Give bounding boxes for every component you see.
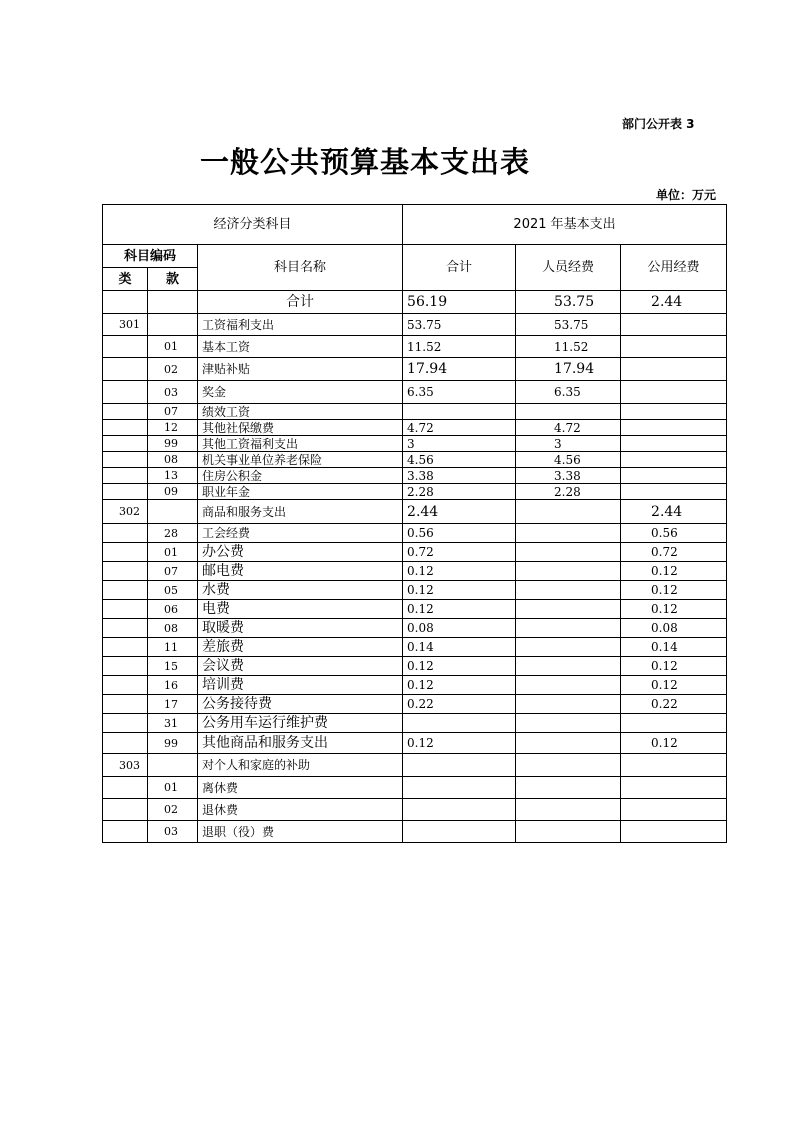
cell-kuan: 16	[148, 676, 198, 695]
cell-public	[621, 714, 727, 733]
cell-total: 0.12	[403, 562, 516, 581]
cell-name: 退职（役）费	[198, 821, 403, 843]
cell-kuan: 11	[148, 638, 198, 657]
cell-personnel	[516, 676, 621, 695]
cell-name: 商品和服务支出	[198, 500, 403, 524]
cell-total	[403, 799, 516, 821]
cell-personnel	[516, 799, 621, 821]
form-number: 部门公开表 3	[622, 117, 695, 131]
table-row	[103, 543, 727, 562]
cell-name: 合计	[198, 291, 403, 314]
cell-kuan: 08	[148, 452, 198, 468]
table-row	[103, 452, 727, 468]
cell-total: 6.35	[403, 381, 516, 404]
cell-personnel: 53.75	[516, 314, 621, 336]
cell-name: 离休费	[198, 777, 403, 799]
cell-personnel	[516, 638, 621, 657]
header-2021-basic-expenditure: 2021 年基本支出	[403, 205, 727, 245]
cell-kuan	[148, 500, 198, 524]
cell-lei	[103, 638, 148, 657]
cell-public: 2.44	[621, 500, 727, 524]
cell-public	[621, 754, 727, 777]
cell-lei	[103, 452, 148, 468]
cell-lei	[103, 600, 148, 619]
cell-public	[621, 821, 727, 843]
cell-kuan: 08	[148, 619, 198, 638]
cell-name: 绩效工资	[198, 404, 403, 420]
cell-personnel: 3	[516, 436, 621, 452]
cell-total: 0.12	[403, 657, 516, 676]
cell-public	[621, 336, 727, 358]
cell-kuan: 06	[148, 600, 198, 619]
table-row	[103, 657, 727, 676]
cell-public: 0.22	[621, 695, 727, 714]
cell-name: 公务接待费	[198, 695, 403, 714]
cell-public: 0.12	[621, 733, 727, 754]
table-row	[103, 314, 727, 336]
page-title: 一般公共预算基本支出表	[200, 145, 531, 179]
cell-personnel	[516, 404, 621, 420]
cell-lei	[103, 381, 148, 404]
cell-lei	[103, 821, 148, 843]
table-row	[103, 821, 727, 843]
cell-public	[621, 777, 727, 799]
cell-kuan: 15	[148, 657, 198, 676]
cell-kuan: 02	[148, 358, 198, 381]
cell-name: 差旅费	[198, 638, 403, 657]
cell-lei	[103, 562, 148, 581]
table-row	[103, 777, 727, 799]
cell-personnel	[516, 562, 621, 581]
cell-public	[621, 381, 727, 404]
table-row	[103, 484, 727, 500]
cell-kuan: 01	[148, 543, 198, 562]
cell-kuan: 12	[148, 420, 198, 436]
cell-kuan: 07	[148, 562, 198, 581]
cell-kuan: 02	[148, 799, 198, 821]
cell-name: 工资福利支出	[198, 314, 403, 336]
cell-total: 0.08	[403, 619, 516, 638]
cell-lei	[103, 420, 148, 436]
table-row	[103, 562, 727, 581]
cell-personnel	[516, 500, 621, 524]
cell-lei	[103, 543, 148, 562]
cell-name: 培训费	[198, 676, 403, 695]
cell-personnel: 4.56	[516, 452, 621, 468]
cell-total: 3.38	[403, 468, 516, 484]
header-row-group	[103, 205, 727, 245]
cell-kuan: 05	[148, 581, 198, 600]
cell-kuan: 03	[148, 821, 198, 843]
cell-total: 0.12	[403, 581, 516, 600]
table-row-total	[103, 291, 727, 314]
cell-kuan: 13	[148, 468, 198, 484]
cell-total: 4.72	[403, 420, 516, 436]
cell-personnel	[516, 657, 621, 676]
cell-public	[621, 436, 727, 452]
cell-personnel	[516, 524, 621, 543]
cell-personnel	[516, 821, 621, 843]
cell-kuan: 03	[148, 381, 198, 404]
cell-lei	[103, 524, 148, 543]
cell-personnel	[516, 619, 621, 638]
cell-personnel	[516, 543, 621, 562]
cell-name: 退休费	[198, 799, 403, 821]
cell-total: 0.72	[403, 543, 516, 562]
cell-personnel: 2.28	[516, 484, 621, 500]
cell-public: 0.56	[621, 524, 727, 543]
cell-lei	[103, 619, 148, 638]
cell-name: 其他商品和服务支出	[198, 733, 403, 754]
header-personnel-expense: 人员经费	[516, 245, 621, 291]
cell-lei: 303	[103, 754, 148, 777]
table-row	[103, 638, 727, 657]
cell-personnel	[516, 600, 621, 619]
cell-lei	[103, 733, 148, 754]
table-row	[103, 733, 727, 754]
cell-lei	[103, 404, 148, 420]
cell-total: 2.28	[403, 484, 516, 500]
cell-public: 0.12	[621, 657, 727, 676]
cell-lei	[103, 714, 148, 733]
cell-name: 职业年金	[198, 484, 403, 500]
budget-table	[102, 204, 727, 843]
table-row	[103, 799, 727, 821]
cell-total	[403, 821, 516, 843]
cell-personnel	[516, 754, 621, 777]
cell-personnel	[516, 733, 621, 754]
cell-personnel	[516, 714, 621, 733]
cell-name: 工会经费	[198, 524, 403, 543]
cell-public	[621, 420, 727, 436]
header-total: 合计	[403, 245, 516, 291]
table-row	[103, 468, 727, 484]
table-row	[103, 436, 727, 452]
cell-kuan: 01	[148, 336, 198, 358]
cell-lei	[103, 777, 148, 799]
cell-public	[621, 799, 727, 821]
cell-lei: 301	[103, 314, 148, 336]
table-row	[103, 714, 727, 733]
header-kuan: 款	[148, 268, 198, 291]
cell-public	[621, 358, 727, 381]
cell-name: 会议费	[198, 657, 403, 676]
cell-public: 0.72	[621, 543, 727, 562]
cell-personnel: 4.72	[516, 420, 621, 436]
table-row	[103, 358, 727, 381]
cell-name: 电费	[198, 600, 403, 619]
cell-name: 取暖费	[198, 619, 403, 638]
cell-name: 对个人和家庭的补助	[198, 754, 403, 777]
cell-kuan: 31	[148, 714, 198, 733]
cell-public	[621, 452, 727, 468]
cell-personnel: 6.35	[516, 381, 621, 404]
header-economic-category: 经济分类科目	[103, 205, 403, 245]
cell-name: 住房公积金	[198, 468, 403, 484]
cell-name: 公务用车运行维护费	[198, 714, 403, 733]
header-subject-code: 科目编码	[103, 245, 198, 268]
cell-kuan: 07	[148, 404, 198, 420]
cell-lei: 302	[103, 500, 148, 524]
header-row-code	[103, 245, 727, 268]
cell-kuan	[148, 314, 198, 336]
cell-name: 基本工资	[198, 336, 403, 358]
cell-personnel	[516, 581, 621, 600]
cell-personnel: 11.52	[516, 336, 621, 358]
cell-total: 4.56	[403, 452, 516, 468]
cell-name: 其他社保缴费	[198, 420, 403, 436]
table-row	[103, 336, 727, 358]
cell-lei	[103, 676, 148, 695]
cell-kuan	[148, 291, 198, 314]
cell-total: 2.44	[403, 500, 516, 524]
cell-personnel: 3.38	[516, 468, 621, 484]
cell-total	[403, 714, 516, 733]
cell-public: 0.12	[621, 562, 727, 581]
cell-total: 53.75	[403, 314, 516, 336]
cell-name: 水费	[198, 581, 403, 600]
cell-kuan: 17	[148, 695, 198, 714]
cell-public: 2.44	[621, 291, 727, 314]
cell-lei	[103, 695, 148, 714]
cell-total: 17.94	[403, 358, 516, 381]
cell-name: 机关事业单位养老保险	[198, 452, 403, 468]
cell-total: 0.12	[403, 676, 516, 695]
header-subject-name: 科目名称	[198, 245, 403, 291]
cell-name: 奖金	[198, 381, 403, 404]
cell-lei	[103, 484, 148, 500]
table-row	[103, 600, 727, 619]
cell-total	[403, 404, 516, 420]
cell-lei	[103, 581, 148, 600]
cell-public: 0.12	[621, 581, 727, 600]
header-lei: 类	[103, 268, 148, 291]
cell-total: 11.52	[403, 336, 516, 358]
cell-kuan	[148, 754, 198, 777]
cell-lei	[103, 291, 148, 314]
cell-personnel: 53.75	[516, 291, 621, 314]
cell-total: 0.22	[403, 695, 516, 714]
cell-kuan: 01	[148, 777, 198, 799]
cell-name: 津贴补贴	[198, 358, 403, 381]
table-body	[103, 205, 727, 843]
table-row	[103, 500, 727, 524]
cell-total: 3	[403, 436, 516, 452]
cell-public	[621, 314, 727, 336]
table-row	[103, 404, 727, 420]
table-row	[103, 524, 727, 543]
table-row	[103, 420, 727, 436]
cell-total: 0.14	[403, 638, 516, 657]
cell-name: 办公费	[198, 543, 403, 562]
unit-label: 单位：万元	[656, 188, 717, 202]
cell-personnel: 17.94	[516, 358, 621, 381]
cell-total: 0.12	[403, 733, 516, 754]
table-row	[103, 754, 727, 777]
cell-lei	[103, 358, 148, 381]
cell-kuan: 09	[148, 484, 198, 500]
table-row	[103, 581, 727, 600]
cell-total	[403, 754, 516, 777]
cell-personnel	[516, 777, 621, 799]
cell-kuan: 28	[148, 524, 198, 543]
cell-public: 0.12	[621, 600, 727, 619]
cell-kuan: 99	[148, 733, 198, 754]
cell-lei	[103, 799, 148, 821]
cell-total	[403, 777, 516, 799]
cell-lei	[103, 436, 148, 452]
cell-public	[621, 468, 727, 484]
table-row	[103, 695, 727, 714]
cell-public	[621, 484, 727, 500]
cell-lei	[103, 468, 148, 484]
cell-personnel	[516, 695, 621, 714]
cell-name: 其他工资福利支出	[198, 436, 403, 452]
cell-total: 0.12	[403, 600, 516, 619]
table-row	[103, 676, 727, 695]
table-row	[103, 619, 727, 638]
cell-lei	[103, 657, 148, 676]
cell-public: 0.14	[621, 638, 727, 657]
cell-kuan: 99	[148, 436, 198, 452]
cell-public: 0.12	[621, 676, 727, 695]
cell-name: 邮电费	[198, 562, 403, 581]
header-public-expense: 公用经费	[621, 245, 727, 291]
cell-public: 0.08	[621, 619, 727, 638]
cell-total: 0.56	[403, 524, 516, 543]
cell-lei	[103, 336, 148, 358]
cell-total: 56.19	[403, 291, 516, 314]
table-row	[103, 381, 727, 404]
cell-public	[621, 404, 727, 420]
